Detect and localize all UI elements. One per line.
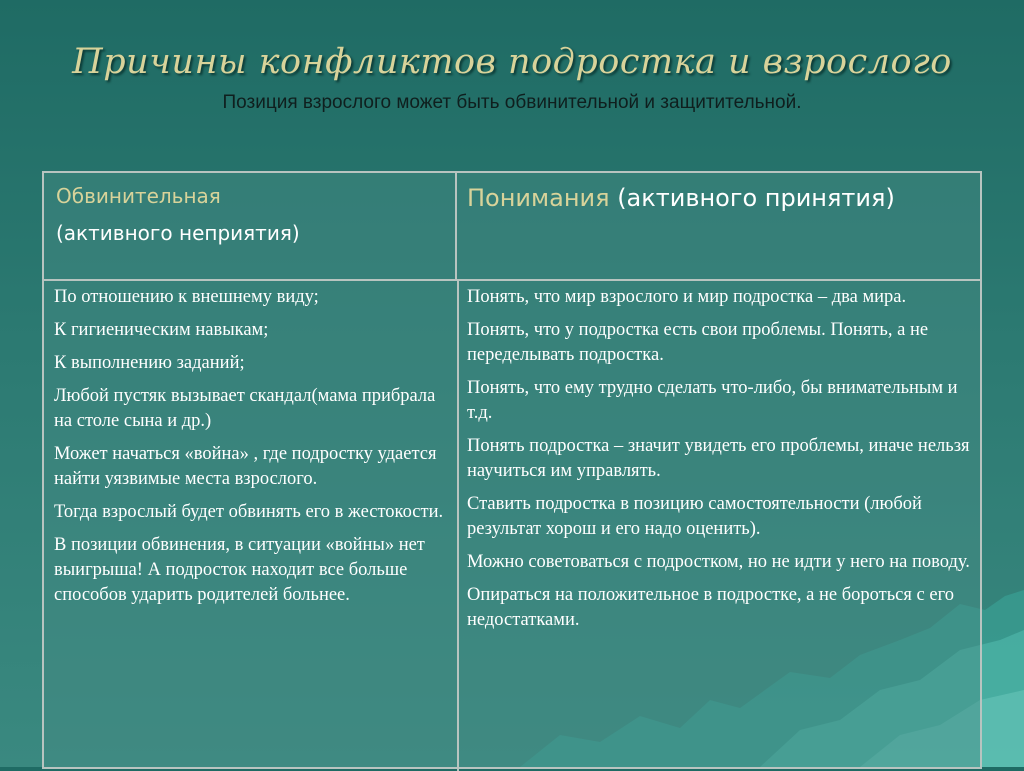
slide-subtitle: Позиция взрослого может быть обвинительной и защитительной. (222, 92, 802, 113)
right-item: Опираться на положительное в подростке, а не бороться с его недостатками. (467, 585, 954, 630)
left-item: К выполнению заданий; (54, 353, 245, 373)
right-header-accent: Понимания (467, 184, 610, 212)
right-item: Понять, что у подростка есть свои проблемы. Понять, а не переделывать подростка. (467, 320, 929, 365)
left-column-body (54, 285, 449, 616)
right-column-header (457, 173, 980, 279)
left-item: Может начаться «война» , где подростку удается найти уязвимые места взрослого. (54, 444, 437, 489)
left-item: Тогда взрослый будет обвинять его в жестокости. (54, 502, 444, 522)
right-column-body (467, 285, 972, 641)
left-column-header (44, 173, 457, 279)
right-item: Понять, что ему трудно сделать что-либо, бы внимательным и т.д. (467, 378, 958, 423)
left-item: По отношению к внешнему виду; (54, 287, 319, 307)
right-item: Понять подростка – значит увидеть его проблемы, иначе нельзя научиться им управлять. (467, 436, 970, 481)
header-divider (44, 279, 980, 281)
left-header-subtitle: (активного неприятия) (56, 221, 300, 245)
right-header-text (467, 184, 895, 212)
right-item: Ставить подростка в позицию самостоятельности (любой результат хорош и его надо оценить). (467, 494, 922, 539)
left-header-title: Обвинительная (56, 184, 221, 208)
comparison-table (42, 171, 982, 769)
right-item: Понять, что мир взрослого и мир подростка – два мира. (467, 287, 907, 307)
right-item: Можно советоваться с подростком, но не идти у него на поводу. (467, 552, 970, 572)
slide-title: Причины конфликтов подростка и взрослого (72, 42, 952, 82)
column-divider (457, 279, 459, 771)
left-item: Любой пустяк вызывает скандал(мама прибрала на столе сына и др.) (54, 386, 436, 431)
right-header-rest: (активного принятия) (609, 184, 895, 212)
left-item: В позиции обвинения, в ситуации «войны» нет выигрыша! А подросток находит все больше способов ударить родителей больнее. (54, 535, 425, 605)
left-item: К гигиеническим навыкам; (54, 320, 269, 340)
